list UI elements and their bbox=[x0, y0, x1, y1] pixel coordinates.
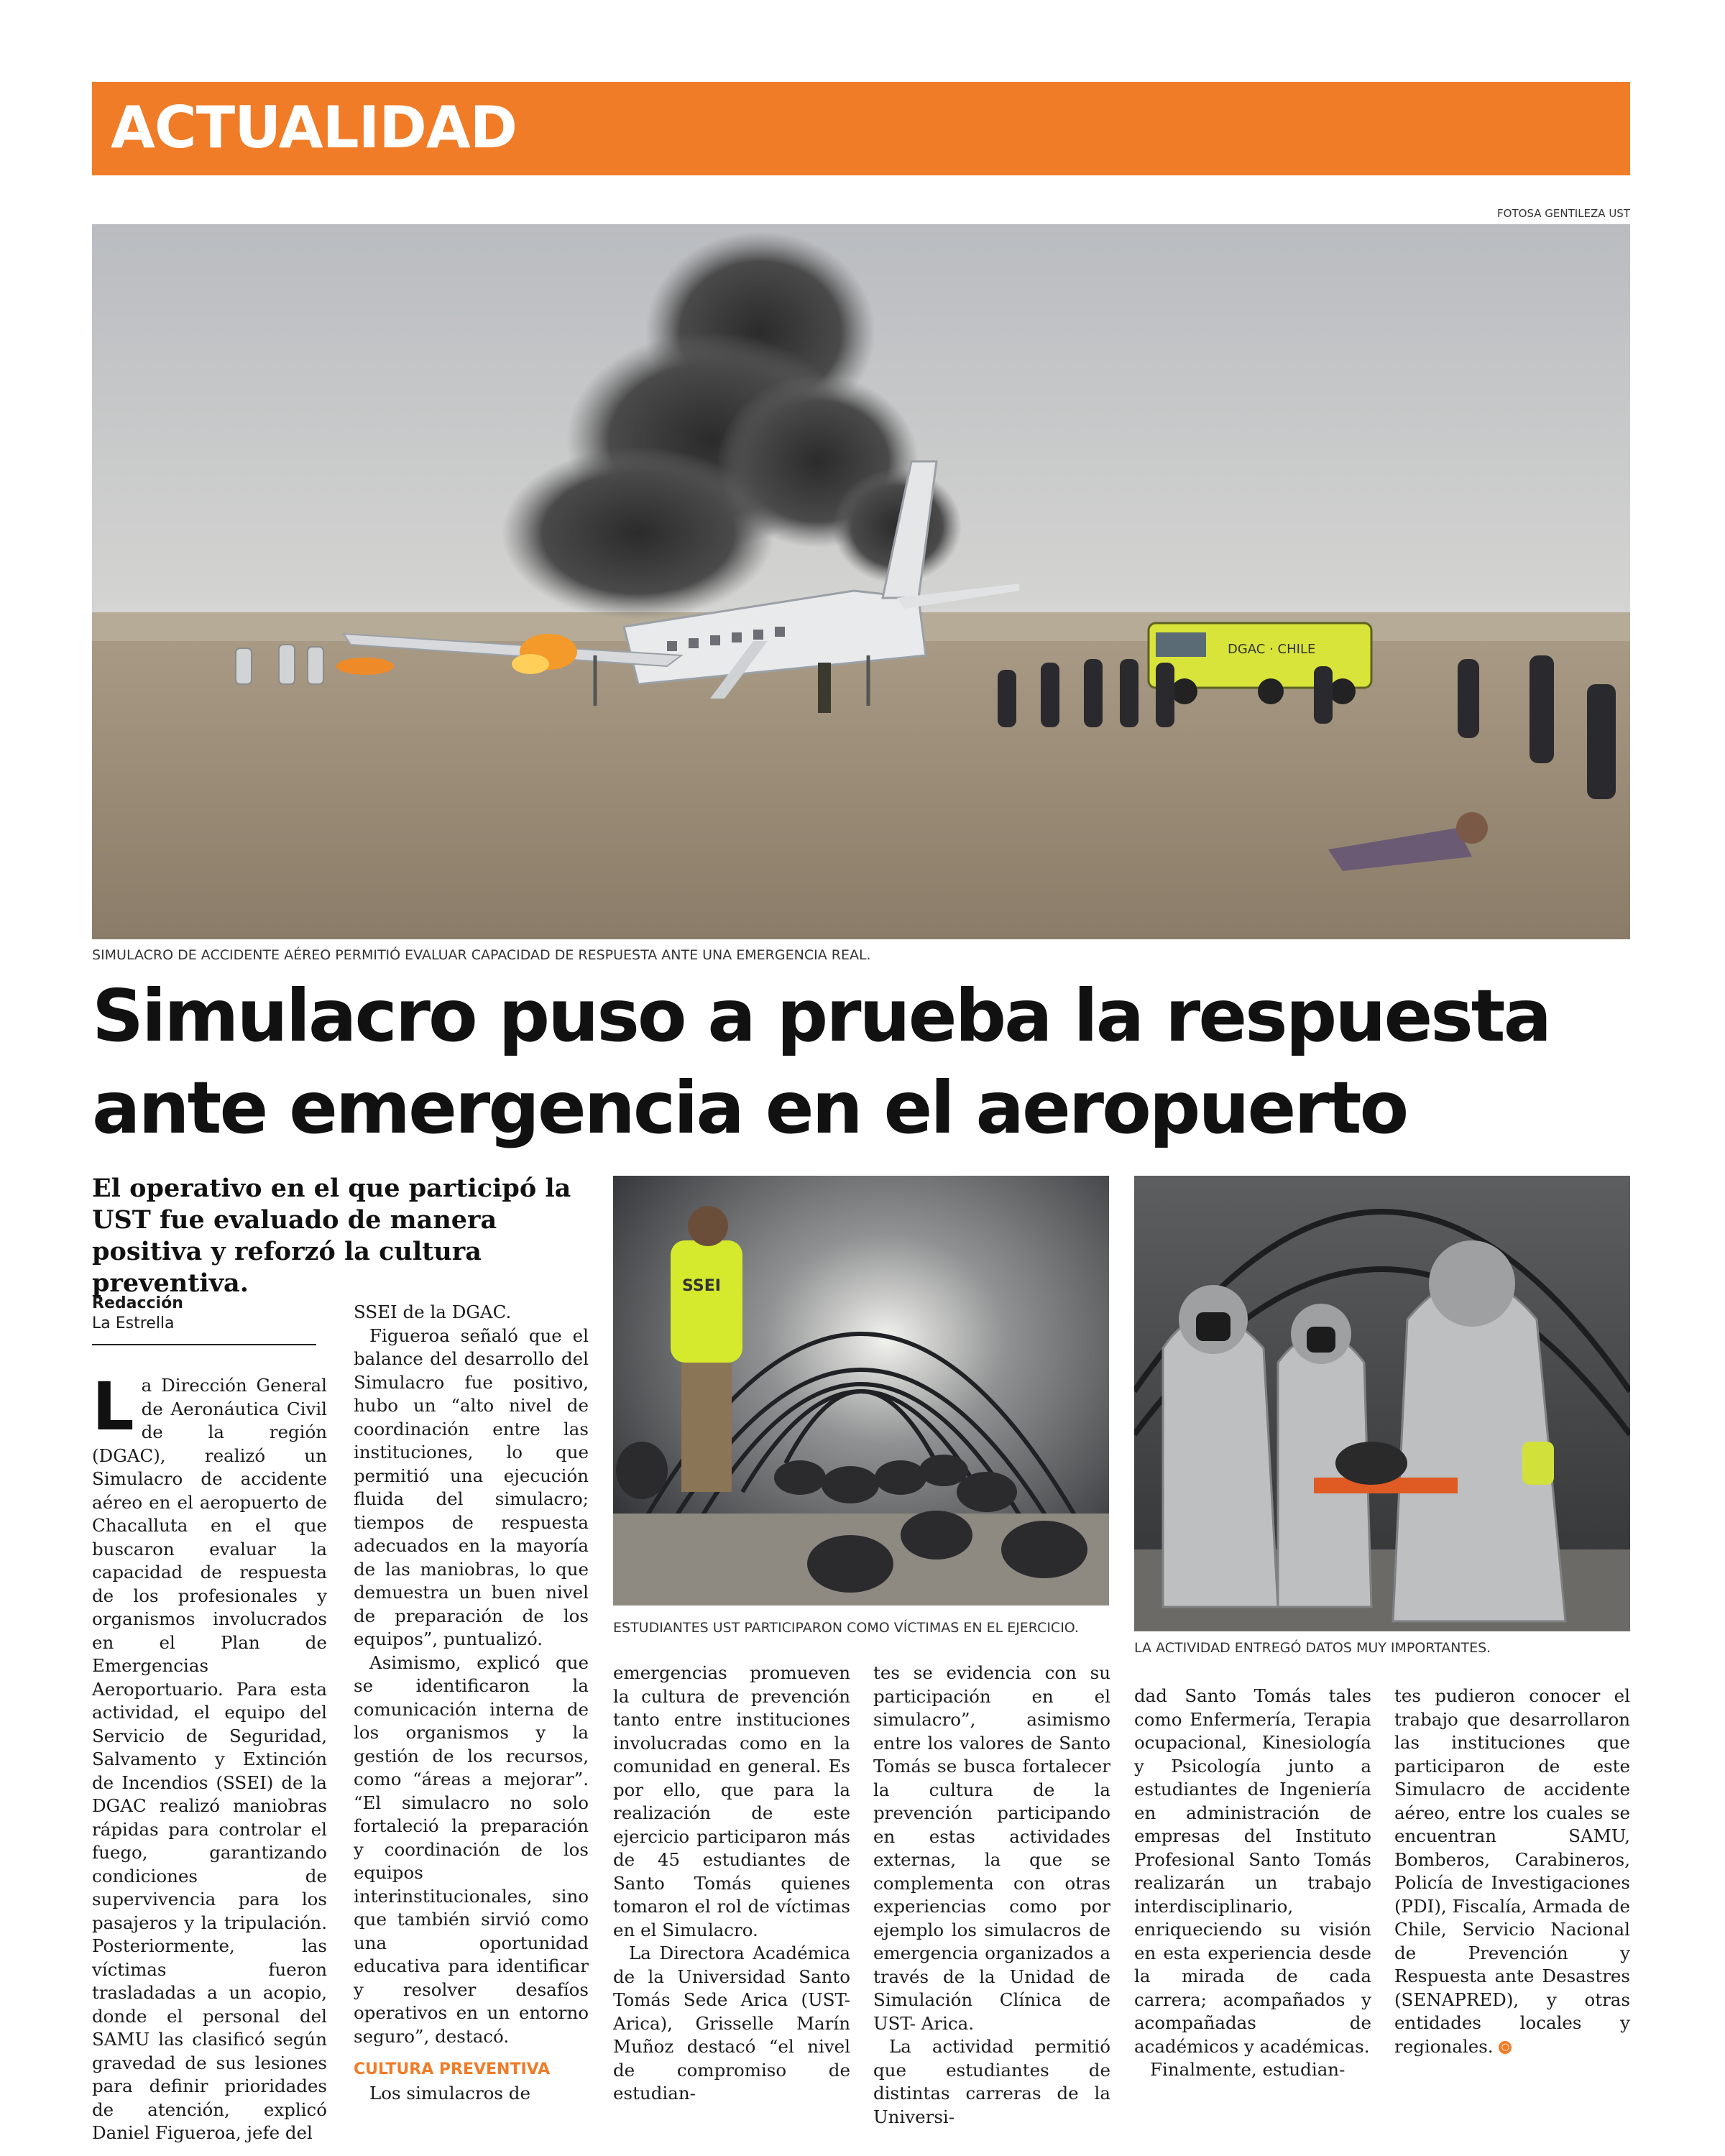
body-column-5 bbox=[1134, 1685, 1371, 2082]
dropcap: L bbox=[92, 1368, 134, 1445]
body-paragraph: tes se evidencia con su participación en el simulacro”, asimismo entre los valores de Santo Tomás se busca fortalecer la cultura de la prevención participando en estas actividades externas, la que se complementa con otras experiencias como por ejemplo los simulacros de emergencia organizados a través de la Unidad de Simulación Clínica de UST- Arica. bbox=[873, 1662, 1110, 2034]
byline bbox=[92, 1294, 183, 1334]
body-paragraph: Los simulacros de bbox=[369, 2082, 530, 2104]
section-label: ACTUALIDAD bbox=[111, 94, 518, 161]
firefighters-photo-caption: LA ACTIVIDAD ENTREGÓ DATOS MUY IMPORTANTES. bbox=[1134, 1640, 1491, 1656]
firefighters-photo bbox=[1134, 1176, 1630, 1631]
body-text: a Dirección General de Aeronáutica Civil de la región (DGAC), realizó un Simulacro de accidente aéreo en el aeropuerto de Chacalluta en el que buscaron evaluar la capacidad de respuesta de los profesionales y organismos involucrados en el Plan de Emergencias Aeroportuario. Para esta actividad, el equipo del Servicio de Seguridad, Salvamento y Extinción de Incendios (SSEI) de la DGAC realizó maniobras rápidas para controlar el fuego, garantizando condiciones de supervivencia para los pasajeros y la tripulación. Posteriormente, las víctimas fueron trasladadas a un acopio, donde el personal del SAMU las clasificó según gravedad de sus lesiones para definir prioridades de atención, explicó Daniel Figueroa, jefe del bbox=[92, 1375, 327, 2143]
byline-rule bbox=[92, 1344, 316, 1345]
body-text: tes pudieron conocer el trabajo que desarrollaron las instituciones que participaron de este Simulacro de accidente aéreo, entre los cuales se encuentran SAMU, Bomberos, Carabineros, Policía de Investigaciones (PDI), Fiscalía, Armada de Chile, Servicio Nacional de Prevención y Respuesta ante Desastres (SENAPRED), y otras entidades locales y regionales. bbox=[1394, 1685, 1630, 2057]
body-column-6 bbox=[1394, 1685, 1630, 2058]
body-paragraph bbox=[92, 1368, 327, 2145]
subhead: CULTURA PREVENTIVA bbox=[354, 2060, 551, 2078]
body-paragraph: Figueroa señaló que el balance del desarrollo del Simulacro fue positivo, hubo un “alto nivel de coordinación entre las instituciones, lo que permitió una ejecución fluida del simulacro; tiempos de respuesta adecuados en la mayoría de las maniobras, lo que demuestra un buen nivel de preparación de los equipos”, puntualizó. bbox=[354, 1325, 589, 1649]
body-paragraph: La actividad permitió que estudiantes de distintas carreras de la Universi- bbox=[873, 2036, 1110, 2127]
body-paragraph: emergencias promueven la cultura de prevención tanto entre instituciones involucradas como en la comunidad en general. Es por ello, que para la realización de este ejercicio participaron más de 45 estudiantes de Santo Tomás quienes tomaron el rol de víctimas en el Simulacro. bbox=[613, 1662, 850, 1940]
body-column-3 bbox=[613, 1662, 850, 2106]
students-photo bbox=[613, 1176, 1109, 1606]
main-photo bbox=[92, 224, 1630, 939]
students-photo-caption: ESTUDIANTES UST PARTICIPARON COMO VÍCTIMAS EN EL EJERCICIO. bbox=[613, 1620, 1080, 1636]
truck-label: DGAC · CHILE bbox=[1228, 642, 1316, 657]
deck: El operativo en el que participó la UST fue evaluado de manera positiva y reforzó la cultura preventiva. bbox=[92, 1174, 571, 1298]
body-column-2 bbox=[354, 1301, 589, 2105]
vest-label: SSEI bbox=[682, 1277, 721, 1295]
body-paragraph: La Directora Académica de la Universidad Santo Tomás Sede Arica (UST-Arica), Grisselle Marín Muñoz destacó “el nivel de compromiso de estudian- bbox=[613, 1943, 850, 2104]
main-photo-caption: SIMULACRO DE ACCIDENTE AÉREO PERMITIÓ EVALUAR CAPACIDAD DE RESPUESTA ANTE UNA EMERGENCIA REAL. bbox=[92, 947, 871, 963]
body-paragraph: Finalmente, estudian- bbox=[1150, 2059, 1346, 2080]
body-paragraph: SSEI de la DGAC. bbox=[354, 1302, 512, 1322]
section-header bbox=[92, 82, 1630, 175]
end-mark-icon: ○ bbox=[1499, 2041, 1512, 2054]
body-paragraph bbox=[1394, 1685, 1630, 2058]
body-column-1 bbox=[92, 1368, 327, 2145]
body-paragraph: Asimismo, explicó que se identificaron la comunicación interna de los organismos y la gestión de los recursos, como “áreas a mejorar”. “El simulacro no solo fortaleció la preparación y coordinación de los equipos interinstitucionales, sino que también sirvió como una oportunidad educativa para identificar y resolver desafíos operativos en un entorno seguro”, destacó. bbox=[354, 1651, 589, 2047]
body-column-4 bbox=[873, 1662, 1110, 2129]
author-outlet: La Estrella bbox=[92, 1314, 175, 1332]
photo-credit: FOTOSA GENTILEZA UST bbox=[1497, 207, 1630, 220]
body-paragraph: dad Santo Tomás tales como Enfermería, Terapia ocupacional, Kinesiología y Psicología junto a estudiantes de Ingeniería en administración de empresas del Instituto Profesional Santo Tomás realizarán un trabajo interdisciplinario, enriqueciendo su visión en esta experiencia desde la mirada de cada carrera; acompañados y acompañadas de académicos y académicas. bbox=[1134, 1685, 1371, 2057]
headline: Simulacro puso a prueba la respuesta ante emergencia en el aeropuerto bbox=[92, 974, 1550, 1150]
author-name: Redacción bbox=[92, 1294, 183, 1312]
